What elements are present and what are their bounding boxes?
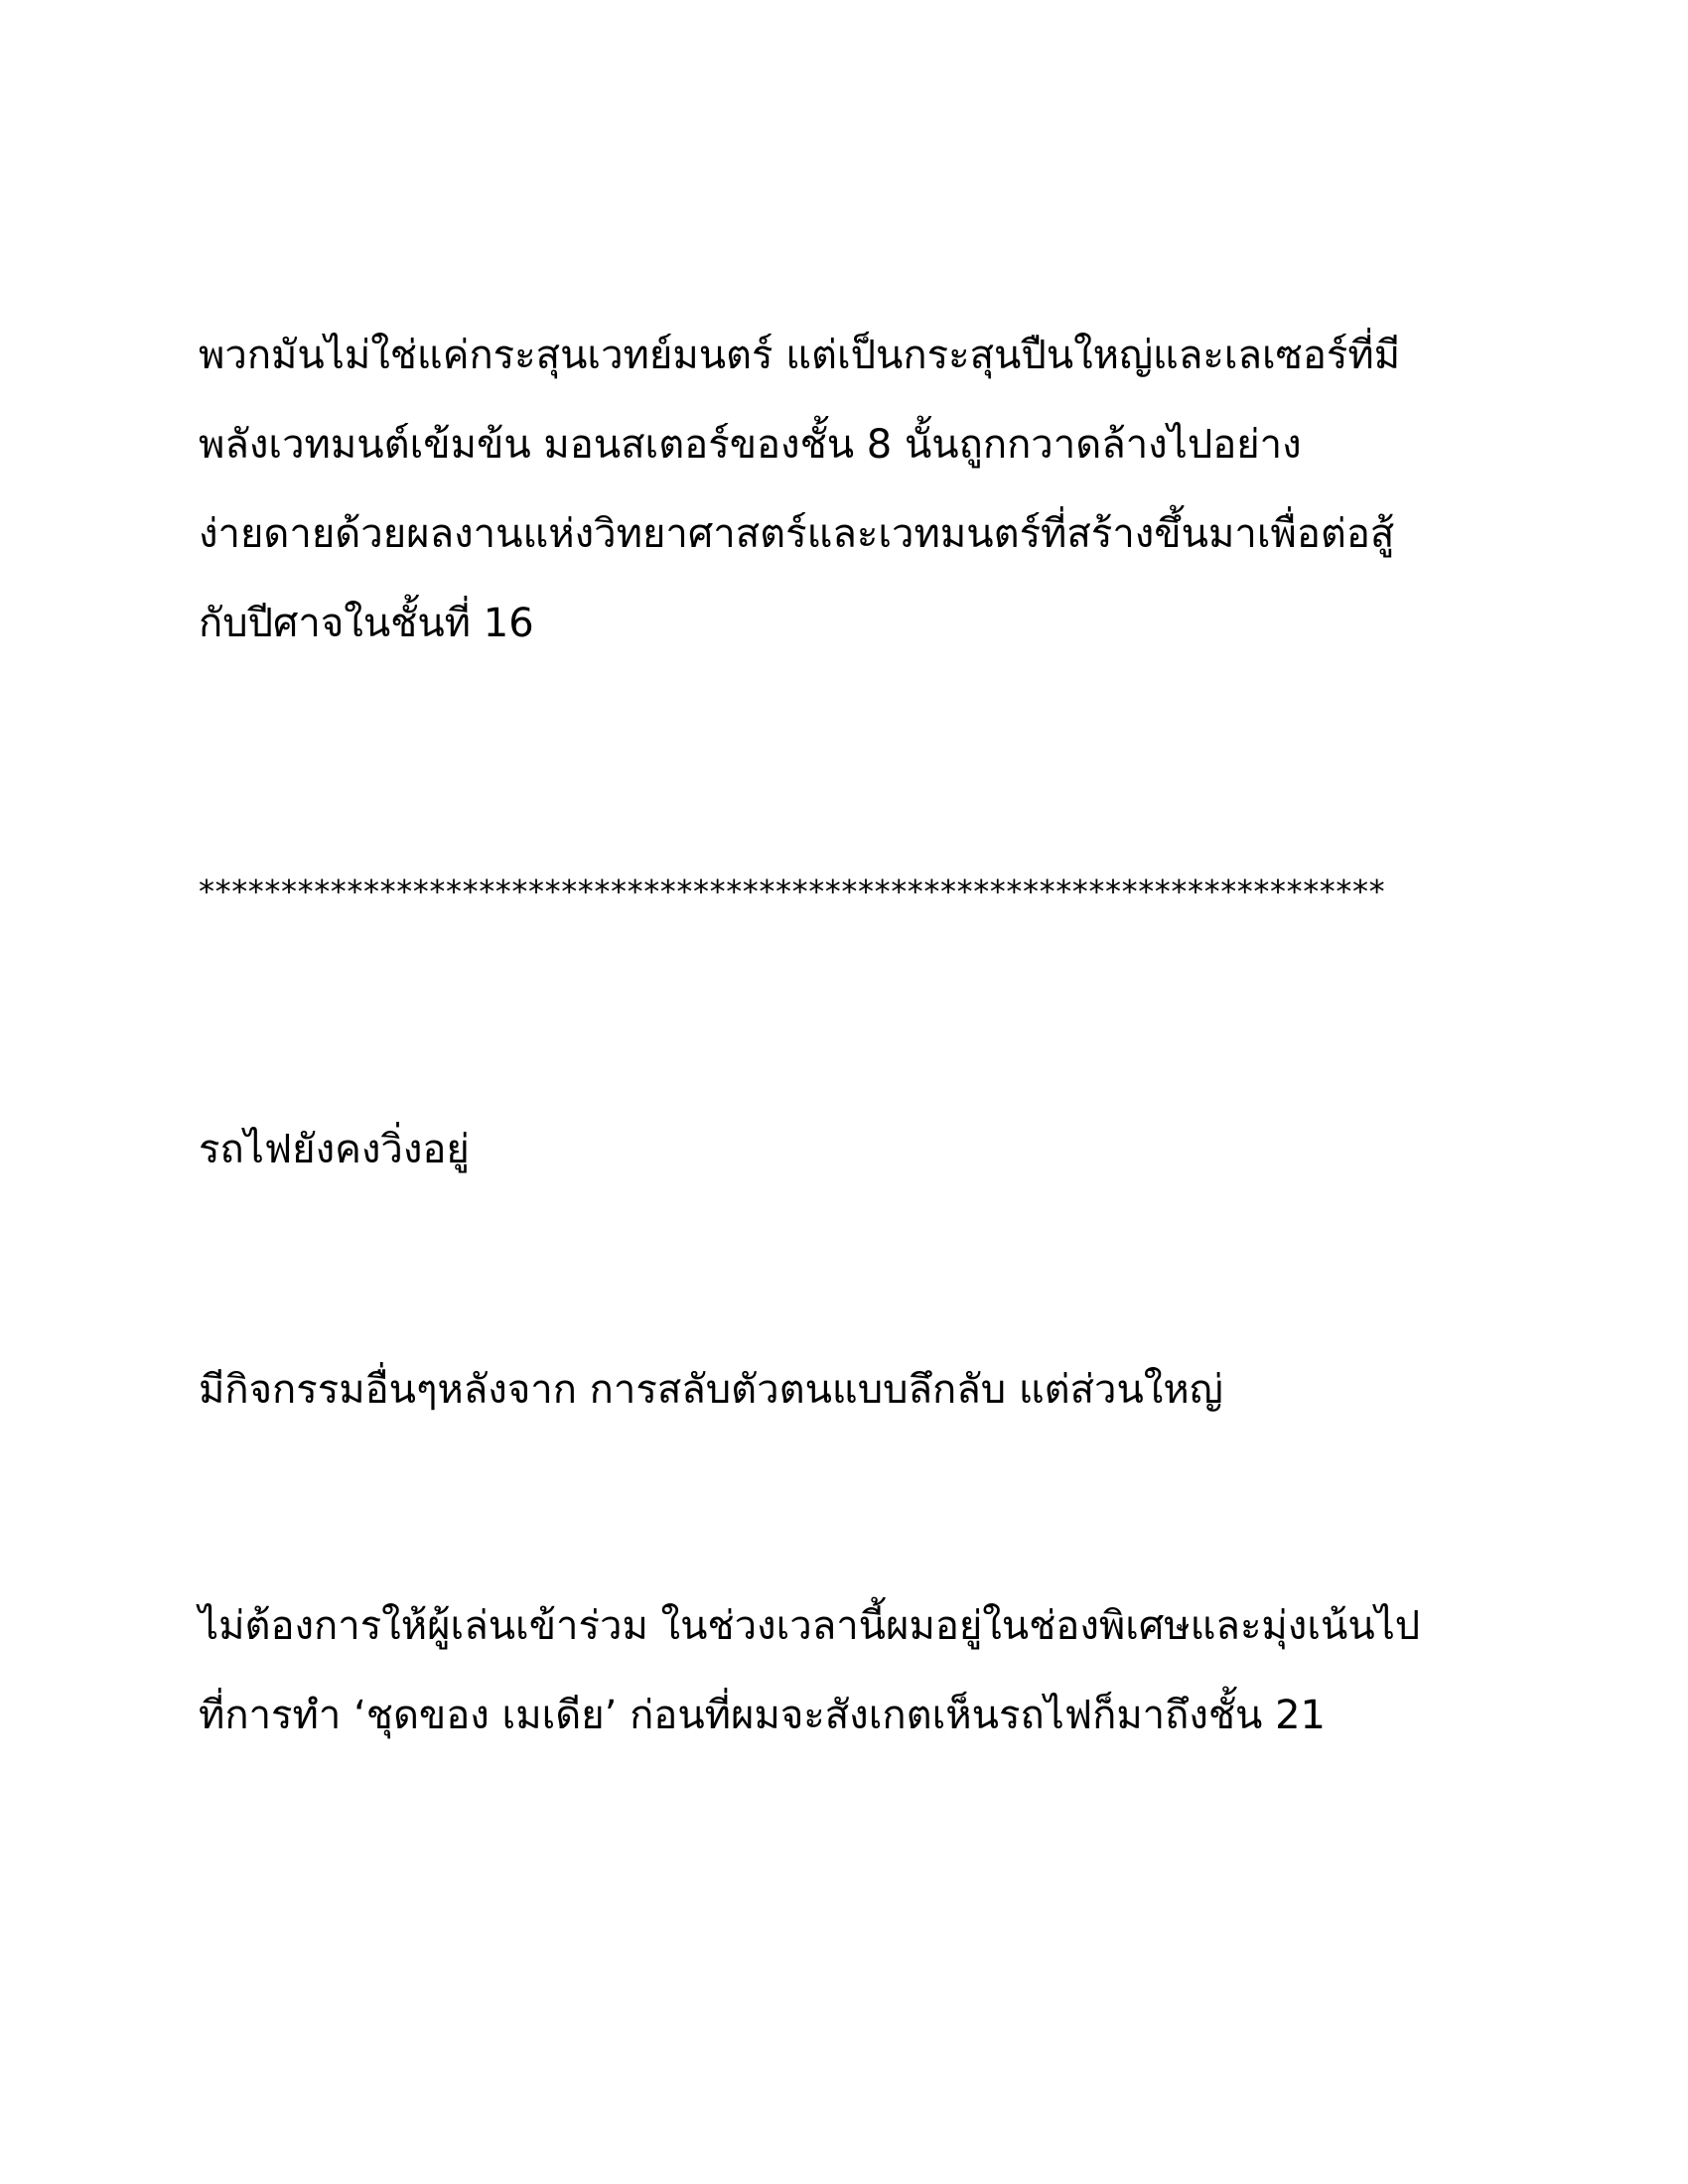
paragraph-1-line-1: พวกมันไม่ใช่แค่กระสุนเวทย์มนตร์ แต่เป็นกระสุนปืนใหญ่และเลเซอร์ที่มี bbox=[199, 333, 1401, 378]
paragraph-2: รถไฟยังคงวิ่งอยู่ bbox=[199, 1127, 470, 1172]
paragraph-3: มีกิจกรรมอื่นๆหลังจาก การสลับตัวตนแบบลึกลับ แต่ส่วนใหญ่ bbox=[199, 1367, 1223, 1413]
separator-line: ************************************************************************ bbox=[199, 873, 1386, 910]
paragraph-1-line-3: ง่ายดายด้วยผลงานแห่งวิทยาศาสตร์และเวทมนตร์ที่สร้างขึ้นมาเพื่อต่อสู้ bbox=[199, 511, 1395, 557]
paragraph-1-line-4: กับปีศาจในชั้นที่ 16 bbox=[199, 601, 534, 646]
paragraph-1-line-2: พลังเวทมนต์เข้มข้น มอนสเตอร์ของชั้น 8 นั้นถูกกวาดล้างไปอย่าง bbox=[199, 422, 1302, 468]
paragraph-4-line-1: ไม่ต้องการให้ผู้เล่นเข้าร่วม ในช่วงเวลานี้ผมอยู่ในช่องพิเศษและมุ่งเน้นไป bbox=[199, 1603, 1421, 1649]
paragraph-4-line-2: ที่การทำ ‘ชุดของ เมเดีย’ ก่อนที่ผมจะสังเกตเห็นรถไฟก็มาถึงชั้น 21 bbox=[199, 1693, 1326, 1738]
